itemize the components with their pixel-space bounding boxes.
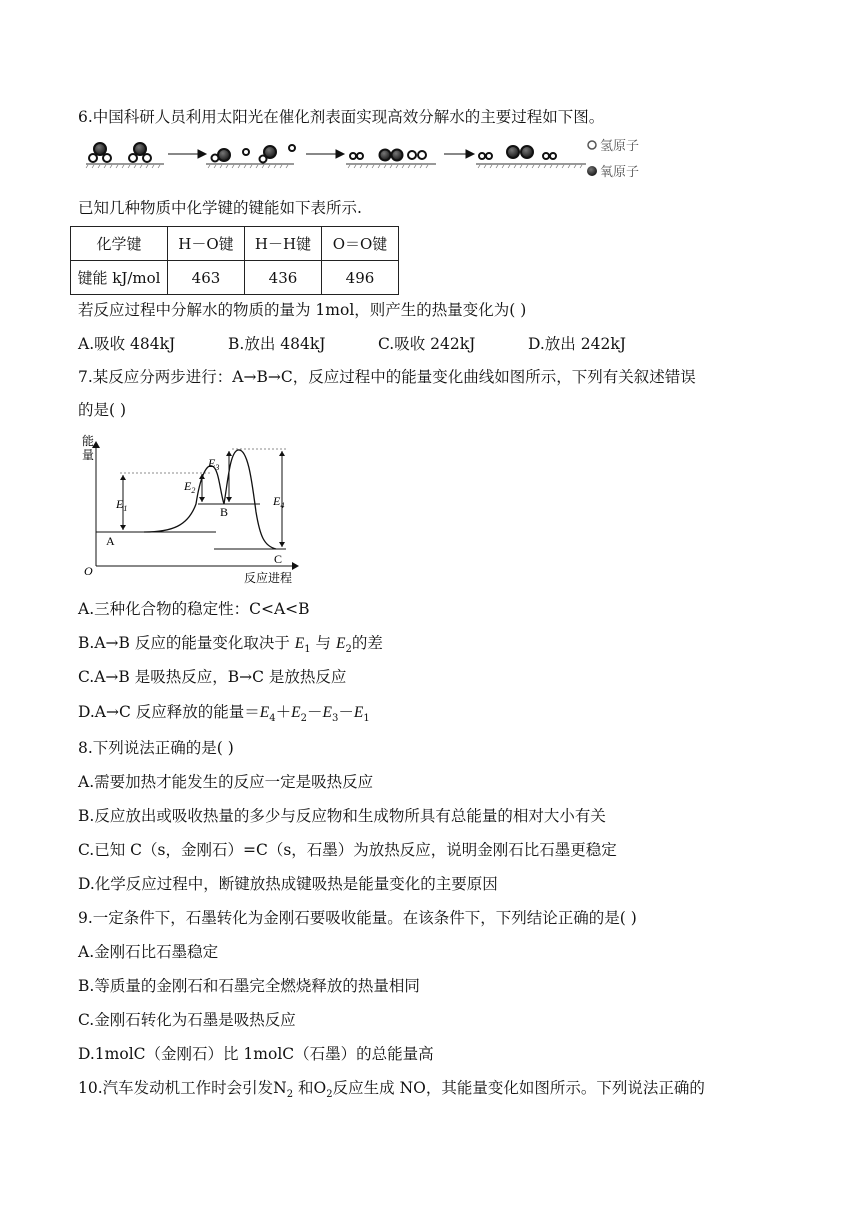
q9-stem: 9.一定条件下，石墨转化为金刚石要吸收能量。在该条件下，下列结论正确的是( ) (78, 909, 637, 927)
q10-stem: 10.汽车发动机工作时会引发$N_2$ 和$O_2$反应生成 NO，其能量变化如图所示。下列说法正确的 (78, 1079, 705, 1101)
products (479, 146, 556, 159)
table-cell: 496 (322, 261, 399, 295)
q7-option-c[interactable]: C.A→B 是吸热反应，B→C 是放热反应 (78, 668, 347, 686)
energy-diagram (80, 432, 310, 586)
water-splitting-diagram (84, 134, 664, 180)
option-b[interactable]: B.放出 484kJ (228, 335, 326, 353)
table-header: H－O键 (168, 227, 245, 261)
q9-option-c[interactable]: C.金刚石转化为石墨是吸热反应 (78, 1011, 296, 1029)
y-label-2: 量 (82, 448, 95, 462)
x-label: 反应进程 (244, 571, 293, 585)
q7-stem-line2: 的是( ) (78, 401, 127, 419)
table-row (71, 261, 399, 295)
legend (587, 138, 639, 179)
option-d[interactable]: D.放出 242kJ (528, 335, 626, 353)
q8-option-d[interactable]: D.化学反应过程中，断键放热成键吸热是能量变化的主要原因 (78, 875, 498, 893)
q7-stem-line1: 7.某反应分两步进行：A→B→C，反应过程中的能量变化曲线如图所示，下列有关叙述错误 (78, 368, 696, 386)
arrow-1 (168, 150, 206, 158)
table-header: H－H键 (245, 227, 322, 261)
option-c[interactable]: C.吸收 242kJ (378, 335, 476, 353)
label-c: C (274, 552, 283, 566)
dashed-guides (120, 449, 286, 473)
legend-hydrogen: 氢原子 (600, 138, 640, 153)
table-cell: 463 (168, 261, 245, 295)
label-e2: $E_2$ (184, 479, 196, 495)
intermediate-2 (350, 150, 426, 161)
q7-option-b[interactable]: B.A→B 反应的能量变化取决于 $E_1$ 与 $E_2$的差 (78, 634, 383, 656)
origin-label: O (84, 564, 93, 578)
label-b: B (220, 505, 229, 519)
q9-option-a[interactable]: A.金刚石比石墨稳定 (78, 943, 219, 961)
q6-stem: 6.中国科研人员利用太阳光在催化剂表面实现高效分解水的主要过程如下图。 (78, 108, 605, 126)
q8-option-c[interactable]: C.已知 C（s，金刚石）=C（s，石墨）为放热反应，说明金刚石比石墨更稳定 (78, 841, 617, 859)
bond-energy-table (70, 226, 399, 295)
table-row (71, 227, 399, 261)
q9-option-b[interactable]: B.等质量的金刚石和石墨完全燃烧释放的热量相同 (78, 977, 420, 995)
q7-option-d[interactable]: D.A→C 反应释放的能量$=E_4+E_2-E_3-E_1$ (78, 703, 370, 725)
q9-option-d[interactable]: D.1molC（金刚石）比 1molC（石墨）的总能量高 (78, 1045, 434, 1063)
legend-oxygen: 氧原子 (600, 164, 640, 179)
option-a[interactable]: A.吸收 484kJ (78, 335, 176, 353)
q6-intro: 已知几种物质中化学键的键能如下表所示. (78, 199, 362, 217)
label-e4: $E_4$ (273, 494, 285, 510)
label-a: A (106, 534, 115, 548)
table-row-label: 键能 kJ/mol (71, 261, 168, 295)
water-molecule (129, 143, 151, 162)
table-cell: 436 (245, 261, 322, 295)
y-label-1: 能 (82, 434, 95, 448)
oxygen-atom-icon (587, 166, 597, 176)
arrow-3 (444, 150, 474, 158)
q8-stem: 8.下列说法正确的是( ) (78, 739, 234, 757)
water-molecule (89, 143, 111, 162)
q7-option-a[interactable]: A.三种化合物的稳定性：C<A<B (78, 600, 310, 618)
hydrogen-atom-icon (588, 141, 596, 149)
label-e3: $E_3$ (208, 456, 220, 472)
q6-question: 若反应过程中分解水的物质的量为 1mol，则产生的热量变化为( ) (78, 301, 527, 319)
intermediate-1 (212, 145, 296, 163)
q8-option-a[interactable]: A.需要加热才能发生的反应一定是吸热反应 (78, 773, 374, 791)
arrow-2 (306, 150, 344, 158)
table-header: O＝O键 (322, 227, 399, 261)
q8-option-b[interactable]: B.反应放出或吸收热量的多少与反应物和生成物所具有总能量的相对大小有关 (78, 807, 606, 825)
label-e1: $E_1$ (116, 497, 128, 513)
table-header: 化学键 (71, 227, 168, 261)
